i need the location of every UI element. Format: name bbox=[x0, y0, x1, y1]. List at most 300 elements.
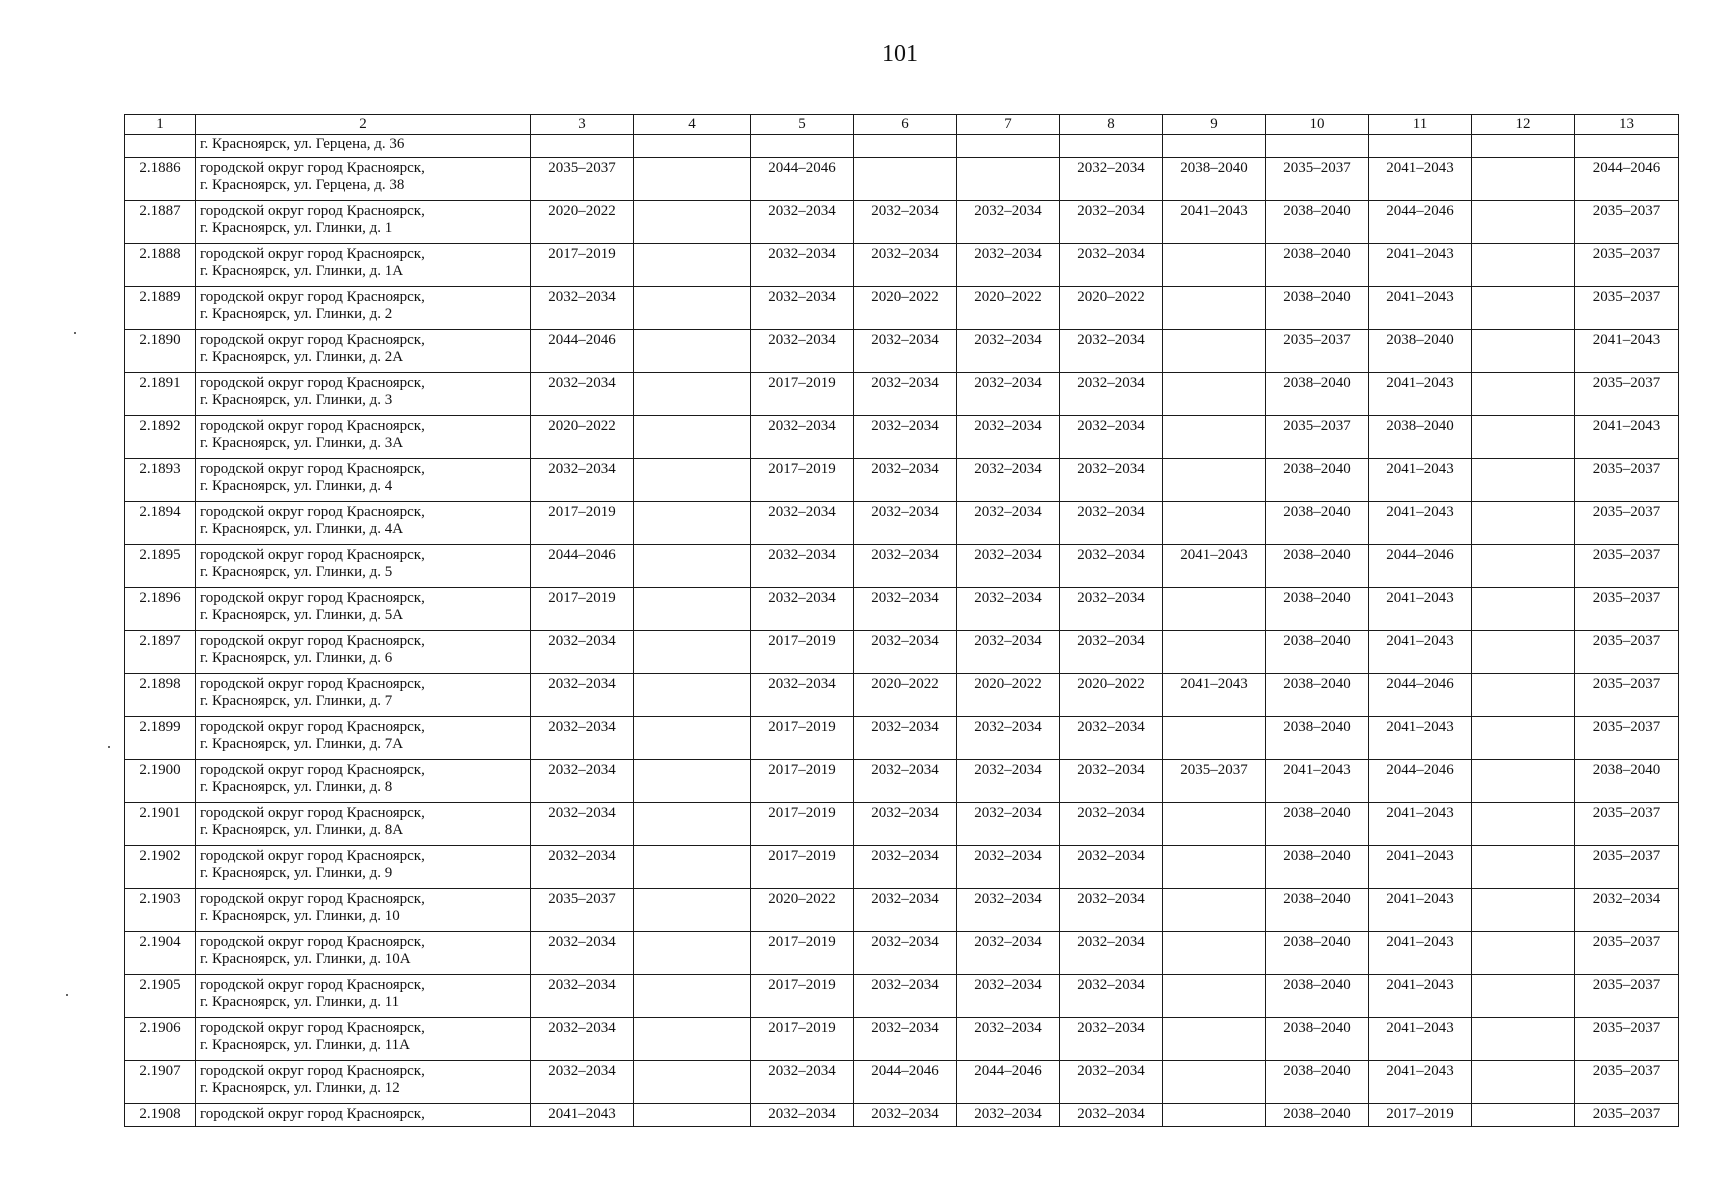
value-cell-col-5: 2017–2019 bbox=[751, 803, 854, 846]
value-cell-col-5: 2032–2034 bbox=[751, 1061, 854, 1104]
row-number-cell bbox=[125, 135, 196, 158]
value-cell-col-3: 2032–2034 bbox=[531, 760, 634, 803]
value-cell-col-8: 2032–2034 bbox=[1060, 545, 1163, 588]
value-cell-col-9: 2041–2043 bbox=[1163, 545, 1266, 588]
value-cell-col-10: 2035–2037 bbox=[1266, 416, 1369, 459]
value-cell-col-9 bbox=[1163, 244, 1266, 287]
value-cell-col-6: 2032–2034 bbox=[854, 889, 957, 932]
value-cell-col-8: 2032–2034 bbox=[1060, 760, 1163, 803]
value-cell-col-4 bbox=[634, 244, 751, 287]
value-cell-col-10: 2038–2040 bbox=[1266, 846, 1369, 889]
value-cell-col-11: 2041–2043 bbox=[1369, 1061, 1472, 1104]
row-number-cell: 2.1887 bbox=[125, 201, 196, 244]
value-cell-col-12 bbox=[1472, 846, 1575, 889]
table-row bbox=[125, 373, 1679, 416]
value-cell-col-13: 2035–2037 bbox=[1575, 502, 1679, 545]
value-cell-col-11: 2041–2043 bbox=[1369, 244, 1472, 287]
value-cell-col-12 bbox=[1472, 416, 1575, 459]
address-line-street: г. Красноярск, ул. Глинки, д. 11 bbox=[200, 994, 400, 1010]
value-cell-col-9 bbox=[1163, 459, 1266, 502]
address-line-district: городской округ город Красноярск, bbox=[200, 375, 425, 391]
column-header-13: 13 bbox=[1575, 115, 1679, 135]
value-cell-col-7: 2032–2034 bbox=[957, 1018, 1060, 1061]
value-cell-col-8: 2032–2034 bbox=[1060, 975, 1163, 1018]
scan-artifact-dot bbox=[74, 332, 76, 334]
value-cell-col-13: 2035–2037 bbox=[1575, 244, 1679, 287]
value-cell-col-4 bbox=[634, 588, 751, 631]
address-line-street: г. Красноярск, ул. Глинки, д. 2А bbox=[200, 349, 404, 365]
value-cell-col-10: 2038–2040 bbox=[1266, 975, 1369, 1018]
value-cell-col-9: 2035–2037 bbox=[1163, 760, 1266, 803]
table-row bbox=[125, 1061, 1679, 1104]
value-cell-col-6: 2020–2022 bbox=[854, 287, 957, 330]
address-line-district: городской округ город Красноярск, bbox=[200, 676, 425, 692]
value-cell-col-10 bbox=[1266, 135, 1369, 158]
value-cell-col-7: 2044–2046 bbox=[957, 1061, 1060, 1104]
value-cell-col-10: 2038–2040 bbox=[1266, 1018, 1369, 1061]
value-cell-col-10: 2038–2040 bbox=[1266, 803, 1369, 846]
value-cell-col-3 bbox=[531, 135, 634, 158]
address-line-district: городской округ город Красноярск, bbox=[200, 633, 425, 649]
table-row bbox=[125, 502, 1679, 545]
address-line-street: г. Красноярск, ул. Глинки, д. 12 bbox=[200, 1080, 400, 1096]
value-cell-col-12 bbox=[1472, 674, 1575, 717]
value-cell-col-12 bbox=[1472, 244, 1575, 287]
scan-artifact-dot bbox=[108, 746, 110, 748]
value-cell-col-6: 2032–2034 bbox=[854, 330, 957, 373]
address-cell bbox=[196, 1104, 531, 1127]
value-cell-col-3: 2032–2034 bbox=[531, 1018, 634, 1061]
row-number-cell: 2.1904 bbox=[125, 932, 196, 975]
value-cell-col-9 bbox=[1163, 717, 1266, 760]
address-line-street: г. Красноярск, ул. Глинки, д. 2 bbox=[200, 306, 393, 322]
value-cell-col-6: 2044–2046 bbox=[854, 1061, 957, 1104]
address-line-district: городской округ город Красноярск, bbox=[200, 805, 425, 821]
address-cell bbox=[196, 717, 531, 760]
column-number-header-row bbox=[125, 115, 1679, 135]
value-cell-col-5: 2017–2019 bbox=[751, 631, 854, 674]
value-cell-col-8: 2032–2034 bbox=[1060, 459, 1163, 502]
address-cell bbox=[196, 932, 531, 975]
value-cell-col-13: 2035–2037 bbox=[1575, 1018, 1679, 1061]
value-cell-col-9 bbox=[1163, 631, 1266, 674]
value-cell-col-4 bbox=[634, 545, 751, 588]
value-cell-col-8: 2032–2034 bbox=[1060, 373, 1163, 416]
value-cell-col-3: 2017–2019 bbox=[531, 588, 634, 631]
value-cell-col-12 bbox=[1472, 1061, 1575, 1104]
value-cell-col-11: 2041–2043 bbox=[1369, 631, 1472, 674]
value-cell-col-4 bbox=[634, 416, 751, 459]
value-cell-col-8: 2032–2034 bbox=[1060, 502, 1163, 545]
value-cell-col-5: 2020–2022 bbox=[751, 889, 854, 932]
value-cell-col-5: 2017–2019 bbox=[751, 760, 854, 803]
row-number-cell: 2.1889 bbox=[125, 287, 196, 330]
value-cell-col-6 bbox=[854, 135, 957, 158]
value-cell-col-9 bbox=[1163, 135, 1266, 158]
value-cell-col-7: 2032–2034 bbox=[957, 545, 1060, 588]
value-cell-col-7: 2032–2034 bbox=[957, 717, 1060, 760]
address-cell bbox=[196, 330, 531, 373]
value-cell-col-12 bbox=[1472, 975, 1575, 1018]
value-cell-col-13: 2035–2037 bbox=[1575, 1061, 1679, 1104]
value-cell-col-4 bbox=[634, 1104, 751, 1127]
value-cell-col-11: 2041–2043 bbox=[1369, 373, 1472, 416]
address-cell bbox=[196, 287, 531, 330]
value-cell-col-3: 2032–2034 bbox=[531, 932, 634, 975]
value-cell-col-11: 2041–2043 bbox=[1369, 459, 1472, 502]
column-header-1: 1 bbox=[125, 115, 196, 135]
value-cell-col-10: 2041–2043 bbox=[1266, 760, 1369, 803]
value-cell-col-13: 2035–2037 bbox=[1575, 201, 1679, 244]
value-cell-col-5: 2032–2034 bbox=[751, 416, 854, 459]
value-cell-col-3: 2032–2034 bbox=[531, 846, 634, 889]
value-cell-col-12 bbox=[1472, 803, 1575, 846]
value-cell-col-10: 2038–2040 bbox=[1266, 889, 1369, 932]
address-line-street: г. Красноярск, ул. Глинки, д. 5А bbox=[200, 607, 404, 623]
column-header-5: 5 bbox=[751, 115, 854, 135]
value-cell-col-4 bbox=[634, 330, 751, 373]
value-cell-col-8: 2032–2034 bbox=[1060, 416, 1163, 459]
value-cell-col-8: 2032–2034 bbox=[1060, 201, 1163, 244]
value-cell-col-8 bbox=[1060, 135, 1163, 158]
value-cell-col-8: 2032–2034 bbox=[1060, 1104, 1163, 1127]
value-cell-col-6: 2032–2034 bbox=[854, 932, 957, 975]
value-cell-col-4 bbox=[634, 717, 751, 760]
address-cell bbox=[196, 373, 531, 416]
value-cell-col-13: 2032–2034 bbox=[1575, 889, 1679, 932]
address-line-district: городской округ город Красноярск, bbox=[200, 719, 425, 735]
address-cell: г. Красноярск, ул. Герцена, д. 36 bbox=[196, 135, 531, 158]
value-cell-col-11: 2041–2043 bbox=[1369, 287, 1472, 330]
value-cell-col-5: 2032–2034 bbox=[751, 545, 854, 588]
value-cell-col-7 bbox=[957, 135, 1060, 158]
value-cell-col-3: 2032–2034 bbox=[531, 717, 634, 760]
address-cell bbox=[196, 674, 531, 717]
table-row bbox=[125, 674, 1679, 717]
value-cell-col-10: 2038–2040 bbox=[1266, 287, 1369, 330]
value-cell-col-11: 2044–2046 bbox=[1369, 760, 1472, 803]
value-cell-col-12 bbox=[1472, 373, 1575, 416]
value-cell-col-4 bbox=[634, 201, 751, 244]
address-line-district: городской округ город Красноярск, bbox=[200, 504, 425, 520]
value-cell-col-4 bbox=[634, 975, 751, 1018]
row-number-cell: 2.1902 bbox=[125, 846, 196, 889]
column-header-6: 6 bbox=[854, 115, 957, 135]
value-cell-col-5: 2017–2019 bbox=[751, 1018, 854, 1061]
value-cell-col-6 bbox=[854, 158, 957, 201]
value-cell-col-6: 2032–2034 bbox=[854, 373, 957, 416]
value-cell-col-3: 2032–2034 bbox=[531, 287, 634, 330]
value-cell-col-11: 2044–2046 bbox=[1369, 201, 1472, 244]
value-cell-col-6: 2032–2034 bbox=[854, 201, 957, 244]
value-cell-col-7: 2032–2034 bbox=[957, 932, 1060, 975]
value-cell-col-11: 2041–2043 bbox=[1369, 803, 1472, 846]
value-cell-col-11: 2041–2043 bbox=[1369, 846, 1472, 889]
value-cell-col-5: 2032–2034 bbox=[751, 502, 854, 545]
value-cell-col-11: 2041–2043 bbox=[1369, 975, 1472, 1018]
address-cell bbox=[196, 846, 531, 889]
value-cell-col-4 bbox=[634, 631, 751, 674]
address-line-street: г. Красноярск, ул. Глинки, д. 10А bbox=[200, 951, 411, 967]
address-line-street: г. Красноярск, ул. Герцена, д. 38 bbox=[200, 177, 405, 193]
value-cell-col-13: 2035–2037 bbox=[1575, 717, 1679, 760]
value-cell-col-13: 2035–2037 bbox=[1575, 975, 1679, 1018]
address-line-street: г. Красноярск, ул. Глинки, д. 6 bbox=[200, 650, 393, 666]
row-number-cell: 2.1892 bbox=[125, 416, 196, 459]
row-number-cell: 2.1895 bbox=[125, 545, 196, 588]
value-cell-col-7: 2032–2034 bbox=[957, 244, 1060, 287]
table-row bbox=[125, 717, 1679, 760]
table-row bbox=[125, 631, 1679, 674]
value-cell-col-5: 2032–2034 bbox=[751, 1104, 854, 1127]
value-cell-col-8: 2032–2034 bbox=[1060, 588, 1163, 631]
value-cell-col-13: 2035–2037 bbox=[1575, 588, 1679, 631]
value-cell-col-4 bbox=[634, 373, 751, 416]
value-cell-col-10: 2035–2037 bbox=[1266, 158, 1369, 201]
row-number-cell: 2.1898 bbox=[125, 674, 196, 717]
row-number-cell: 2.1900 bbox=[125, 760, 196, 803]
value-cell-col-5: 2017–2019 bbox=[751, 373, 854, 416]
address-line-district: городской округ город Красноярск, bbox=[200, 891, 425, 907]
table-row bbox=[125, 459, 1679, 502]
address-line-district: городской округ город Красноярск, bbox=[200, 1106, 425, 1122]
value-cell-col-11: 2044–2046 bbox=[1369, 674, 1472, 717]
address-line-street: г. Красноярск, ул. Глинки, д. 4 bbox=[200, 478, 393, 494]
value-cell-col-3: 2041–2043 bbox=[531, 1104, 634, 1127]
value-cell-col-12 bbox=[1472, 631, 1575, 674]
value-cell-col-3: 2032–2034 bbox=[531, 459, 634, 502]
value-cell-col-10: 2038–2040 bbox=[1266, 631, 1369, 674]
value-cell-col-7: 2032–2034 bbox=[957, 1104, 1060, 1127]
value-cell-col-9 bbox=[1163, 889, 1266, 932]
value-cell-col-3: 2032–2034 bbox=[531, 803, 634, 846]
value-cell-col-6: 2032–2034 bbox=[854, 760, 957, 803]
value-cell-col-7: 2032–2034 bbox=[957, 588, 1060, 631]
address-line-district: городской округ город Красноярск, bbox=[200, 547, 425, 563]
row-number-cell: 2.1888 bbox=[125, 244, 196, 287]
address-line-street: г. Красноярск, ул. Глинки, д. 9 bbox=[200, 865, 393, 881]
table-row bbox=[125, 330, 1679, 373]
value-cell-col-9: 2041–2043 bbox=[1163, 201, 1266, 244]
value-cell-col-11: 2038–2040 bbox=[1369, 330, 1472, 373]
value-cell-col-4 bbox=[634, 502, 751, 545]
value-cell-col-13: 2041–2043 bbox=[1575, 416, 1679, 459]
value-cell-col-8: 2032–2034 bbox=[1060, 846, 1163, 889]
value-cell-col-12 bbox=[1472, 158, 1575, 201]
value-cell-col-6: 2032–2034 bbox=[854, 803, 957, 846]
value-cell-col-4 bbox=[634, 1018, 751, 1061]
table-row bbox=[125, 158, 1679, 201]
value-cell-col-7: 2020–2022 bbox=[957, 674, 1060, 717]
table-row bbox=[125, 588, 1679, 631]
value-cell-col-5: 2044–2046 bbox=[751, 158, 854, 201]
value-cell-col-6: 2032–2034 bbox=[854, 502, 957, 545]
value-cell-col-5: 2032–2034 bbox=[751, 588, 854, 631]
value-cell-col-12 bbox=[1472, 932, 1575, 975]
value-cell-col-13: 2035–2037 bbox=[1575, 803, 1679, 846]
value-cell-col-13 bbox=[1575, 135, 1679, 158]
value-cell-col-10: 2038–2040 bbox=[1266, 932, 1369, 975]
address-line-district: городской округ город Красноярск, bbox=[200, 203, 425, 219]
value-cell-col-8: 2032–2034 bbox=[1060, 244, 1163, 287]
value-cell-col-9 bbox=[1163, 502, 1266, 545]
address-cell bbox=[196, 1018, 531, 1061]
value-cell-col-12 bbox=[1472, 201, 1575, 244]
value-cell-col-3: 2020–2022 bbox=[531, 201, 634, 244]
value-cell-col-3: 2044–2046 bbox=[531, 545, 634, 588]
address-cell bbox=[196, 760, 531, 803]
value-cell-col-11: 2017–2019 bbox=[1369, 1104, 1472, 1127]
value-cell-col-13: 2044–2046 bbox=[1575, 158, 1679, 201]
value-cell-col-3: 2017–2019 bbox=[531, 244, 634, 287]
value-cell-col-12 bbox=[1472, 1018, 1575, 1061]
address-line-district: городской округ город Красноярск, bbox=[200, 1020, 425, 1036]
column-header-8: 8 bbox=[1060, 115, 1163, 135]
value-cell-col-6: 2032–2034 bbox=[854, 975, 957, 1018]
value-cell-col-6: 2020–2022 bbox=[854, 674, 957, 717]
value-cell-col-9 bbox=[1163, 846, 1266, 889]
row-number-cell: 2.1891 bbox=[125, 373, 196, 416]
row-number-cell: 2.1906 bbox=[125, 1018, 196, 1061]
value-cell-col-4 bbox=[634, 158, 751, 201]
value-cell-col-8: 2020–2022 bbox=[1060, 287, 1163, 330]
value-cell-col-5: 2017–2019 bbox=[751, 459, 854, 502]
address-line-street: г. Красноярск, ул. Глинки, д. 8 bbox=[200, 779, 393, 795]
column-header-10: 10 bbox=[1266, 115, 1369, 135]
table-row bbox=[125, 889, 1679, 932]
address-line-street: г. Красноярск, ул. Глинки, д. 7 bbox=[200, 693, 393, 709]
value-cell-col-6: 2032–2034 bbox=[854, 545, 957, 588]
value-cell-col-4 bbox=[634, 287, 751, 330]
value-cell-col-11: 2041–2043 bbox=[1369, 588, 1472, 631]
continuation-row bbox=[125, 135, 1679, 158]
address-line-street: г. Красноярск, ул. Глинки, д. 1А bbox=[200, 263, 404, 279]
value-cell-col-5: 2032–2034 bbox=[751, 674, 854, 717]
value-cell-col-12 bbox=[1472, 1104, 1575, 1127]
value-cell-col-3: 2032–2034 bbox=[531, 1061, 634, 1104]
value-cell-col-7: 2032–2034 bbox=[957, 330, 1060, 373]
value-cell-col-10: 2038–2040 bbox=[1266, 1061, 1369, 1104]
value-cell-col-7: 2032–2034 bbox=[957, 201, 1060, 244]
value-cell-col-3: 2035–2037 bbox=[531, 158, 634, 201]
value-cell-col-13: 2038–2040 bbox=[1575, 760, 1679, 803]
row-number-cell: 2.1905 bbox=[125, 975, 196, 1018]
table-row bbox=[125, 846, 1679, 889]
value-cell-col-7: 2032–2034 bbox=[957, 889, 1060, 932]
value-cell-col-5: 2032–2034 bbox=[751, 201, 854, 244]
table-row bbox=[125, 416, 1679, 459]
value-cell-col-8: 2032–2034 bbox=[1060, 803, 1163, 846]
value-cell-col-11: 2041–2043 bbox=[1369, 502, 1472, 545]
value-cell-col-11: 2041–2043 bbox=[1369, 1018, 1472, 1061]
table-row bbox=[125, 545, 1679, 588]
value-cell-col-11: 2041–2043 bbox=[1369, 158, 1472, 201]
address-line-street: г. Красноярск, ул. Глинки, д. 5 bbox=[200, 564, 393, 580]
address-line-district: городской округ город Красноярск, bbox=[200, 1063, 425, 1079]
value-cell-col-6: 2032–2034 bbox=[854, 244, 957, 287]
value-cell-col-9 bbox=[1163, 416, 1266, 459]
table-row bbox=[125, 803, 1679, 846]
row-number-cell: 2.1903 bbox=[125, 889, 196, 932]
address-cell bbox=[196, 889, 531, 932]
value-cell-col-7: 2032–2034 bbox=[957, 760, 1060, 803]
value-cell-col-8: 2032–2034 bbox=[1060, 889, 1163, 932]
value-cell-col-6: 2032–2034 bbox=[854, 459, 957, 502]
value-cell-col-12 bbox=[1472, 717, 1575, 760]
value-cell-col-8: 2032–2034 bbox=[1060, 1061, 1163, 1104]
value-cell-col-13: 2035–2037 bbox=[1575, 631, 1679, 674]
address-line-street: г. Красноярск, ул. Глинки, д. 4А bbox=[200, 521, 404, 537]
row-number-cell: 2.1897 bbox=[125, 631, 196, 674]
value-cell-col-5: 2017–2019 bbox=[751, 717, 854, 760]
value-cell-col-11: 2038–2040 bbox=[1369, 416, 1472, 459]
value-cell-col-7: 2032–2034 bbox=[957, 846, 1060, 889]
value-cell-col-5: 2032–2034 bbox=[751, 330, 854, 373]
address-cell bbox=[196, 588, 531, 631]
value-cell-col-7: 2032–2034 bbox=[957, 631, 1060, 674]
value-cell-col-9 bbox=[1163, 588, 1266, 631]
value-cell-col-12 bbox=[1472, 889, 1575, 932]
value-cell-col-7: 2032–2034 bbox=[957, 975, 1060, 1018]
address-line-district: городской округ город Красноярск, bbox=[200, 160, 425, 176]
value-cell-col-6: 2032–2034 bbox=[854, 846, 957, 889]
value-cell-col-4 bbox=[634, 889, 751, 932]
address-line-district: городской округ город Красноярск, bbox=[200, 590, 425, 606]
row-number-cell: 2.1894 bbox=[125, 502, 196, 545]
address-cell bbox=[196, 459, 531, 502]
value-cell-col-7: 2032–2034 bbox=[957, 459, 1060, 502]
address-line-district: городской округ город Красноярск, bbox=[200, 418, 425, 434]
value-cell-col-10: 2038–2040 bbox=[1266, 459, 1369, 502]
value-cell-col-6: 2032–2034 bbox=[854, 1018, 957, 1061]
value-cell-col-7: 2032–2034 bbox=[957, 502, 1060, 545]
value-cell-col-12 bbox=[1472, 287, 1575, 330]
value-cell-col-12 bbox=[1472, 459, 1575, 502]
row-number-cell: 2.1907 bbox=[125, 1061, 196, 1104]
row-number-cell: 2.1893 bbox=[125, 459, 196, 502]
column-header-3: 3 bbox=[531, 115, 634, 135]
register-table-body bbox=[125, 135, 1679, 1127]
value-cell-col-3: 2032–2034 bbox=[531, 674, 634, 717]
value-cell-col-7: 2032–2034 bbox=[957, 416, 1060, 459]
value-cell-col-4 bbox=[634, 803, 751, 846]
address-line-district: городской округ город Красноярск, bbox=[200, 332, 425, 348]
value-cell-col-11 bbox=[1369, 135, 1472, 158]
value-cell-col-3: 2032–2034 bbox=[531, 373, 634, 416]
value-cell-col-4 bbox=[634, 674, 751, 717]
value-cell-col-8: 2032–2034 bbox=[1060, 631, 1163, 674]
value-cell-col-9 bbox=[1163, 1018, 1266, 1061]
table-row bbox=[125, 760, 1679, 803]
value-cell-col-13: 2035–2037 bbox=[1575, 846, 1679, 889]
address-line-street: г. Красноярск, ул. Глинки, д. 3А bbox=[200, 435, 404, 451]
value-cell-col-4 bbox=[634, 846, 751, 889]
value-cell-col-12 bbox=[1472, 502, 1575, 545]
address-line-district: городской округ город Красноярск, bbox=[200, 848, 425, 864]
address-cell bbox=[196, 545, 531, 588]
value-cell-col-8: 2032–2034 bbox=[1060, 717, 1163, 760]
value-cell-col-9 bbox=[1163, 1061, 1266, 1104]
address-cell bbox=[196, 803, 531, 846]
row-number-cell: 2.1896 bbox=[125, 588, 196, 631]
address-line-district: городской округ город Красноярск, bbox=[200, 246, 425, 262]
address-cell bbox=[196, 631, 531, 674]
value-cell-col-10: 2038–2040 bbox=[1266, 545, 1369, 588]
value-cell-col-10: 2038–2040 bbox=[1266, 717, 1369, 760]
value-cell-col-5: 2017–2019 bbox=[751, 932, 854, 975]
address-line-district: городской округ город Красноярск, bbox=[200, 762, 425, 778]
table-row bbox=[125, 287, 1679, 330]
